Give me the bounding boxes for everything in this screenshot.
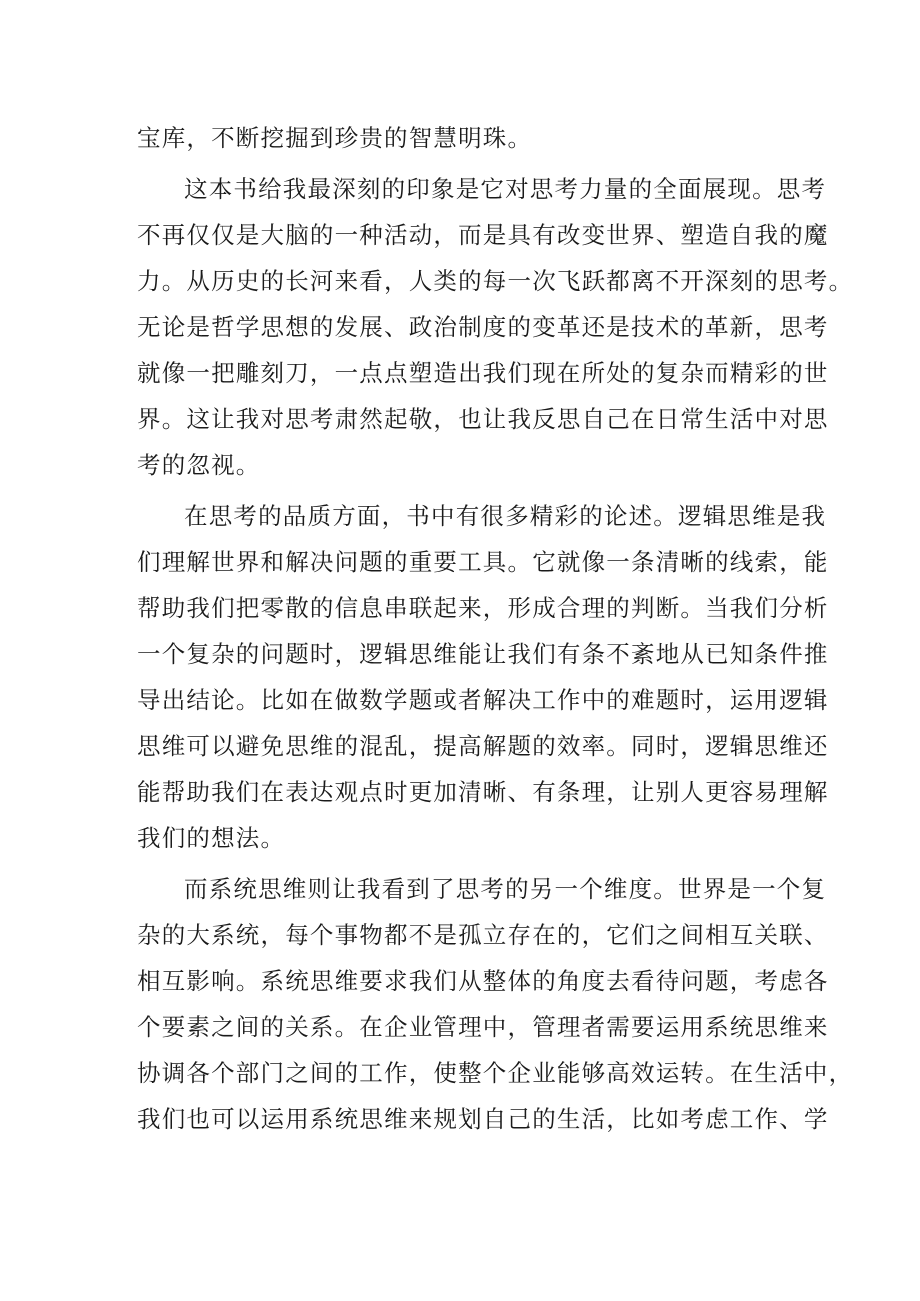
body-text xyxy=(137,115,854,1142)
text-line: 不再仅仅是大脑的一种活动，而是具有改变世界、塑造自我的魔 xyxy=(137,221,829,249)
text-line: 力。从历史的长河来看，人类的每一次飞跃都离不开深刻的思考。 xyxy=(137,267,854,295)
text-line: 我们的想法。 xyxy=(137,824,286,852)
text-line: 导出结论。比如在做数学题或者解决工作中的难题时，运用逻辑 xyxy=(137,686,829,714)
text-line: 能帮助我们在表达观点时更加清晰、有条理，让别人更容易理解 xyxy=(137,778,829,806)
paragraph-first-line: 这本书给我最深刻的印象是它对思考力量的全面展现。思考 xyxy=(184,175,827,203)
text-line: 个要素之间的关系。在企业管理中，管理者需要运用系统思维来 xyxy=(137,1013,829,1041)
text-line: 相互影响。系统思维要求我们从整体的角度去看待问题，考虑各 xyxy=(137,967,829,995)
text-line: 宝库，不断挖掘到珍贵的智慧明珠。 xyxy=(137,124,533,152)
text-line: 帮助我们把零散的信息串联起来，形成合理的判断。当我们分析 xyxy=(137,594,829,622)
text-line: 我们也可以运用系统思维来规划自己的生活，比如考虑工作、学 xyxy=(137,1105,829,1133)
paragraph-first-line: 而系统思维则让我看到了思考的另一个维度。世界是一个复 xyxy=(184,875,827,903)
text-line: 杂的大系统，每个事物都不是孤立存在的，它们之间相互关联、 xyxy=(137,921,829,949)
text-line: 无论是哲学思想的发展、政治制度的变革还是技术的革新，思考 xyxy=(137,313,829,341)
text-line: 一个复杂的问题时，逻辑思维能让我们有条不紊地从已知条件推 xyxy=(137,640,829,668)
text-line: 就像一把雕刻刀，一点点塑造出我们现在所处的复杂而精彩的世 xyxy=(137,359,829,387)
text-line: 协调各个部门之间的工作，使整个企业能够高效运转。在生活中， xyxy=(137,1059,854,1087)
text-line: 思维可以避免思维的混乱，提高解题的效率。同时，逻辑思维还 xyxy=(137,732,829,760)
paragraph-first-line: 在思考的品质方面，书中有很多精彩的论述。逻辑思维是我 xyxy=(184,502,827,530)
text-line: 界。这让我对思考肃然起敬，也让我反思自己在日常生活中对思 xyxy=(137,405,829,433)
text-line: 们理解世界和解决问题的重要工具。它就像一条清晰的线索，能 xyxy=(137,548,829,576)
text-line: 考的忽视。 xyxy=(137,451,261,479)
